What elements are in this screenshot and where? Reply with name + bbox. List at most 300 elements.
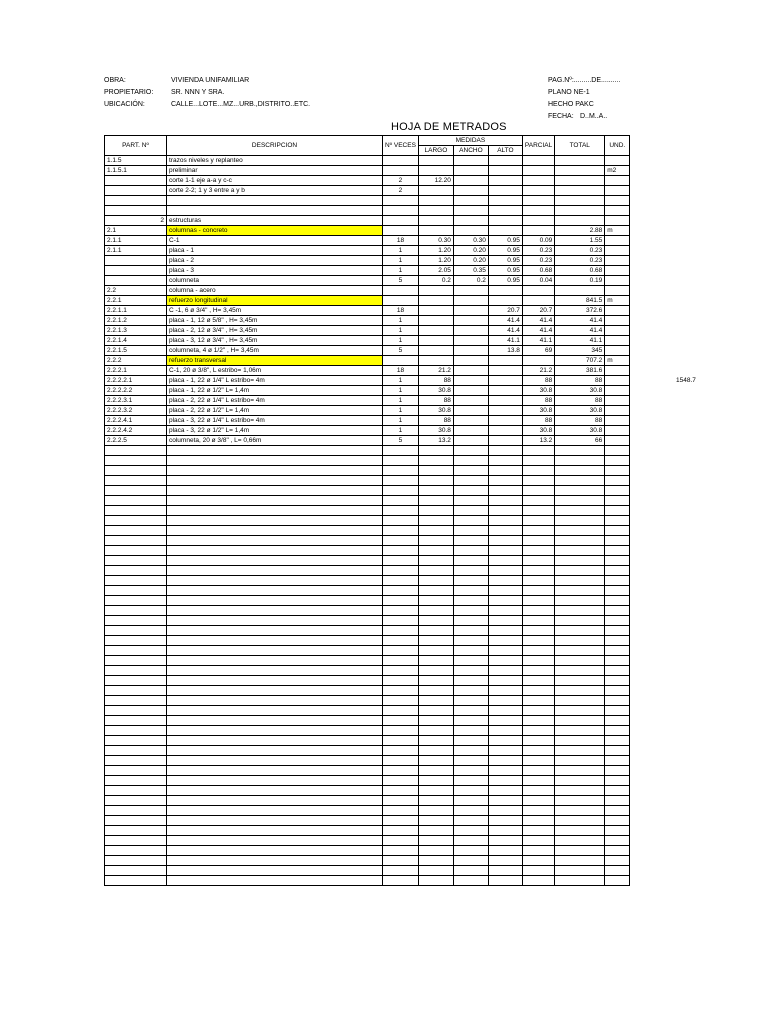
cell-largo [418,666,453,676]
cell-alto [488,566,522,576]
cell-veces [383,736,419,746]
cell-part [105,496,167,506]
cell-parcial [522,766,554,776]
cell-largo [418,836,453,846]
cell-part [105,556,167,566]
cell-und [605,866,630,876]
cell-largo [418,356,453,366]
cell-parcial [522,176,554,186]
cell-total [555,596,605,606]
cell-desc [167,696,383,706]
cell-largo [418,716,453,726]
cell-ancho [453,766,488,776]
table-row [105,546,630,556]
cell-total: 372.6 [555,306,605,316]
cell-desc: placa - 2 [167,256,383,266]
cell-desc [167,656,383,666]
cell-part [105,726,167,736]
cell-part [105,656,167,666]
cell-parcial [522,446,554,456]
cell-part: 2.2.1.1 [105,306,167,316]
cell-alto [488,406,522,416]
header-field-label: PROPIETARIO: [104,89,154,96]
cell-ancho [453,696,488,706]
cell-largo: 2.05 [418,266,453,276]
header-field [548,87,620,99]
cell-veces: 1 [383,426,419,436]
cell-und [605,236,630,246]
table-row [105,206,630,216]
cell-alto [488,786,522,796]
cell-largo [418,166,453,176]
cell-part: 2.2.1.5 [105,346,167,356]
cell-veces: 1 [383,416,419,426]
cell-largo: 30.8 [418,386,453,396]
cell-largo [418,526,453,536]
cell-parcial [522,676,554,686]
cell-alto [488,696,522,706]
cell-parcial [522,456,554,466]
cell-desc [167,476,383,486]
cell-und [605,756,630,766]
cell-parcial [522,196,554,206]
cell-largo [418,486,453,496]
cell-total [555,586,605,596]
cell-desc: preliminar [167,166,383,176]
cell-und [605,836,630,846]
cell-total [555,626,605,636]
cell-parcial [522,746,554,756]
cell-parcial [522,496,554,506]
col-ancho-header: ANCHO [453,146,488,156]
table-row [105,536,630,546]
cell-ancho [453,386,488,396]
cell-alto [488,766,522,776]
cell-part: 2.2.1.4 [105,336,167,346]
cell-und [605,776,630,786]
cell-parcial: 41.4 [522,316,554,326]
cell-veces [383,606,419,616]
table-row [105,836,630,846]
cell-total [555,526,605,536]
cell-desc: columneta [167,276,383,286]
table-row [105,786,630,796]
cell-part: 2.1.1 [105,236,167,246]
cell-veces [383,456,419,466]
cell-parcial [522,866,554,876]
cell-alto [488,616,522,626]
cell-alto [488,776,522,786]
cell-parcial [522,786,554,796]
header-field [104,75,310,87]
cell-ancho: 0.2 [453,276,488,286]
cell-part: 2.2.1 [105,296,167,306]
table-row [105,326,630,336]
cell-parcial: 30.8 [522,426,554,436]
cell-total: 88 [555,376,605,386]
cell-total [555,546,605,556]
cell-und [605,546,630,556]
cell-parcial: 69 [522,346,554,356]
cell-part: 2.2.2.3.2 [105,406,167,416]
cell-veces [383,596,419,606]
cell-largo [418,446,453,456]
cell-ancho [453,796,488,806]
header-field-label: UBICACIÓN: [104,101,145,108]
cell-parcial: 30.8 [522,386,554,396]
cell-ancho [453,196,488,206]
cell-veces: 5 [383,276,419,286]
cell-total [555,756,605,766]
cell-veces [383,746,419,756]
cell-desc [167,566,383,576]
cell-total [555,816,605,826]
cell-part [105,256,167,266]
cell-part: 2.2.2.2.1 [105,376,167,386]
cell-total [555,796,605,806]
cell-desc: corte 1-1 eje a-a y c-c [167,176,383,186]
cell-parcial [522,506,554,516]
cell-und [605,416,630,426]
cell-ancho [453,596,488,606]
cell-part [105,266,167,276]
cell-total [555,646,605,656]
cell-part [105,586,167,596]
cell-part [105,186,167,196]
cell-desc [167,766,383,776]
cell-largo [418,336,453,346]
cell-largo: 0.30 [418,236,453,246]
cell-desc [167,196,383,206]
cell-und [605,256,630,266]
cell-und [605,736,630,746]
cell-total: 41.4 [555,326,605,336]
cell-desc: placa - 1, 12 ø 5/8" , H= 3,45m [167,316,383,326]
cell-largo: 30.8 [418,406,453,416]
cell-part [105,446,167,456]
cell-part [105,526,167,536]
cell-desc [167,816,383,826]
cell-veces [383,846,419,856]
cell-total [555,766,605,776]
cell-part: 1.1.5 [105,156,167,166]
cell-ancho [453,306,488,316]
cell-parcial [522,566,554,576]
cell-part [105,666,167,676]
cell-desc [167,526,383,536]
cell-und [605,576,630,586]
cell-veces [383,356,419,366]
cell-total [555,866,605,876]
cell-parcial: 0.23 [522,246,554,256]
cell-parcial [522,636,554,646]
cell-largo [418,456,453,466]
cell-desc: placa - 3, 12 ø 3/4" , H= 3,45m [167,336,383,346]
cell-part [105,816,167,826]
cell-parcial [522,696,554,706]
cell-desc: placa - 2, 22 ø 1/2" L= 1,4m [167,406,383,416]
cell-parcial [522,706,554,716]
cell-veces [383,656,419,666]
cell-und [605,196,630,206]
cell-desc: placa - 3 [167,266,383,276]
cell-total [555,616,605,626]
table-row [105,746,630,756]
col-total-header: TOTAL [555,136,605,156]
cell-desc [167,846,383,856]
col-part-header: PART. Nº [105,136,167,156]
cell-ancho [453,756,488,766]
table-row [105,256,630,266]
cell-veces: 1 [383,406,419,416]
table-row [105,226,630,236]
cell-part [105,696,167,706]
cell-veces [383,696,419,706]
cell-alto: 13.8 [488,346,522,356]
cell-parcial [522,356,554,366]
cell-part [105,486,167,496]
table-row [105,666,630,676]
cell-parcial [522,576,554,586]
cell-part [105,636,167,646]
cell-part: 2.1 [105,226,167,236]
cell-total: 66 [555,436,605,446]
table-row [105,586,630,596]
cell-total [555,876,605,886]
cell-largo [418,796,453,806]
cell-desc [167,756,383,766]
cell-ancho [453,826,488,836]
cell-veces [383,486,419,496]
cell-part: 2.2.2 [105,356,167,366]
cell-desc [167,206,383,216]
cell-part [105,596,167,606]
table-row [105,446,630,456]
cell-desc: placa - 2, 12 ø 3/4" , H= 3,45m [167,326,383,336]
cell-desc [167,626,383,636]
cell-und [605,496,630,506]
cell-part: 1.1.5.1 [105,166,167,176]
cell-veces [383,796,419,806]
table-row [105,336,630,346]
table-row [105,866,630,876]
cell-part [105,756,167,766]
cell-alto [488,836,522,846]
cell-largo [418,856,453,866]
cell-ancho [453,466,488,476]
cell-parcial [522,546,554,556]
cell-und [605,666,630,676]
cell-ancho [453,436,488,446]
table-row [105,466,630,476]
cell-veces [383,216,419,226]
table-row [105,626,630,636]
cell-total [555,166,605,176]
cell-veces: 1 [383,266,419,276]
cell-desc [167,456,383,466]
cell-veces: 2 [383,186,419,196]
cell-und [605,506,630,516]
cell-veces [383,676,419,686]
cell-veces [383,716,419,726]
cell-part: 2 [105,216,167,226]
cell-ancho [453,786,488,796]
cell-veces [383,806,419,816]
cell-desc: columneta, 4 ø 1/2" , H= 3,45m [167,346,383,356]
cell-total [555,676,605,686]
cell-veces: 1 [383,386,419,396]
cell-largo [418,196,453,206]
cell-parcial [522,206,554,216]
cell-und [605,686,630,696]
cell-und [605,376,630,386]
cell-ancho [453,686,488,696]
cell-ancho [453,866,488,876]
cell-largo [418,736,453,746]
cell-total [555,776,605,786]
cell-desc: trazos niveles y replanteo [167,156,383,166]
cell-largo [418,696,453,706]
cell-largo [418,846,453,856]
header-field [104,99,310,111]
cell-ancho [453,206,488,216]
cell-total: 381.6 [555,366,605,376]
cell-alto [488,666,522,676]
cell-veces [383,196,419,206]
cell-parcial [522,516,554,526]
cell-parcial: 0.04 [522,276,554,286]
cell-part [105,786,167,796]
cell-ancho [453,666,488,676]
cell-largo [418,646,453,656]
cell-parcial: 0.68 [522,266,554,276]
cell-part [105,506,167,516]
cell-desc [167,716,383,726]
cell-largo [418,726,453,736]
cell-alto [488,356,522,366]
table-row [105,856,630,866]
cell-largo: 1.20 [418,246,453,256]
cell-ancho [453,846,488,856]
cell-alto [488,366,522,376]
cell-veces: 1 [383,326,419,336]
cell-desc [167,576,383,586]
cell-total: 0.23 [555,256,605,266]
cell-ancho [453,326,488,336]
cell-desc [167,636,383,646]
cell-parcial: 0.09 [522,236,554,246]
cell-und [605,206,630,216]
cell-part: 2.2.2.1 [105,366,167,376]
cell-desc [167,706,383,716]
table-row [105,606,630,616]
cell-total [555,666,605,676]
cell-parcial [522,476,554,486]
cell-ancho [453,456,488,466]
cell-parcial [522,606,554,616]
header-field [548,99,620,111]
cell-desc [167,666,383,676]
cell-desc: columneta, 20 ø 3/8" , L= 0,66m [167,436,383,446]
cell-total [555,286,605,296]
cell-veces [383,566,419,576]
cell-und [605,616,630,626]
cell-part: 2.2.2.3.1 [105,396,167,406]
cell-largo [418,306,453,316]
cell-largo [418,586,453,596]
cell-desc: C-1 [167,236,383,246]
cell-ancho [453,806,488,816]
header-field-text: HECHO PAKC [548,101,594,108]
cell-largo [418,326,453,336]
cell-ancho [453,356,488,366]
table-row [105,476,630,486]
table-row [105,456,630,466]
col-parcial-header: PARCIAL [522,136,554,156]
header-field-value: SR. NNN Y SRA. [171,89,225,96]
cell-largo [418,866,453,876]
cell-total [555,206,605,216]
table-row [105,636,630,646]
header-field-text: PLANO NE-1 [548,89,590,96]
col-alto-header: ALTO [488,146,522,156]
cell-total: 41.4 [555,316,605,326]
table-row [105,736,630,746]
cell-alto [488,426,522,436]
cell-part: 2.2.2.2.2 [105,386,167,396]
cell-veces: 1 [383,316,419,326]
cell-total [555,196,605,206]
header-field-text: PAG.Nº:.........DE.......... [548,77,621,84]
cell-largo [418,596,453,606]
table-row [105,366,630,376]
cell-ancho [453,216,488,226]
cell-veces [383,776,419,786]
cell-total [555,576,605,586]
cell-alto [488,716,522,726]
cell-largo [418,756,453,766]
cell-ancho [453,286,488,296]
cell-alto [488,516,522,526]
cell-desc: C-1, 20 ø 3/8", L estribo= 1,06m [167,366,383,376]
cell-total [555,506,605,516]
table-row [105,376,630,386]
col-und-header: UND. [605,136,630,156]
table-row [105,316,630,326]
cell-ancho [453,156,488,166]
cell-ancho [453,176,488,186]
cell-alto [488,636,522,646]
cell-alto [488,546,522,556]
cell-total: 30.8 [555,406,605,416]
cell-total [555,716,605,726]
cell-largo [418,786,453,796]
table-row [105,526,630,536]
cell-veces [383,546,419,556]
cell-alto [488,726,522,736]
cell-und [605,696,630,706]
cell-parcial: 30.8 [522,406,554,416]
table-row [105,166,630,176]
cell-parcial [522,646,554,656]
cell-alto [488,586,522,596]
cell-part [105,876,167,886]
cell-largo: 0.2 [418,276,453,286]
cell-und [605,476,630,486]
cell-parcial [522,806,554,816]
cell-desc [167,606,383,616]
cell-ancho [453,546,488,556]
